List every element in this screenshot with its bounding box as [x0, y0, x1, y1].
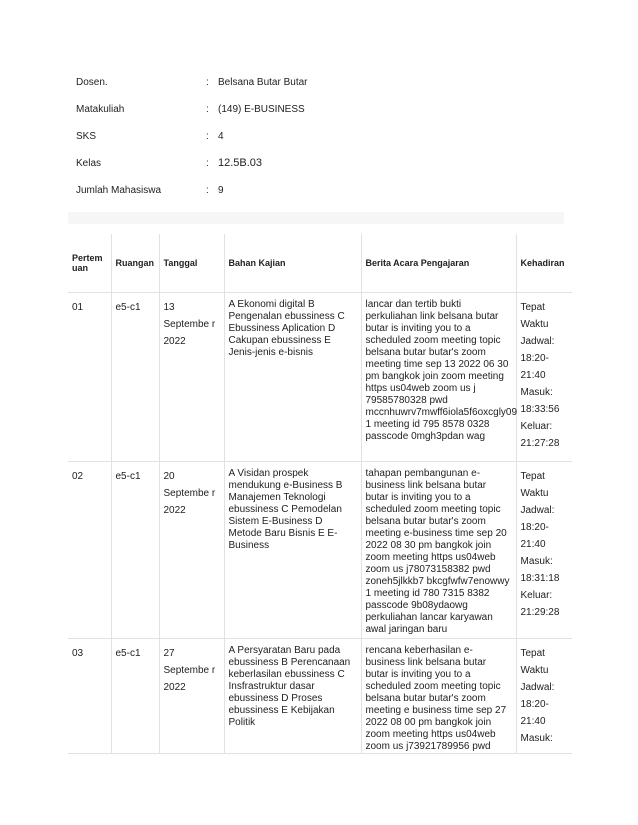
cell-ruangan: e5-c1 — [111, 639, 159, 754]
info-colon: : — [206, 130, 209, 142]
header-berita-acara: Berita Acara Pengajaran — [361, 234, 516, 293]
cell-bahan-kajian: A Ekonomi digital B Pengenalan ebussiness C Ebussiness Aplication D Cakupan ebussiness E Jenis-jenis e-bisnis — [224, 293, 361, 462]
table-header-row — [68, 234, 572, 293]
cell-kehadiran: Tepat Waktu Jadwal: 18:20- 21:40 Masuk: 18:31:18 Keluar: 21:29:28 — [516, 462, 572, 639]
header-bahan-kajian: Bahan Kajian — [224, 234, 361, 293]
cell-tanggal: 20 Septembe r 2022 — [159, 462, 224, 639]
table-row — [68, 462, 572, 639]
header-ruangan: Ruangan — [111, 234, 159, 293]
cell-bahan-kajian: A Persyaratan Baru pada ebussiness B Perencanaan keberlasilan ebussiness C Insfrastruktur dasar ebussiness D Proses ebussiness E Kebijakan Politik — [224, 639, 361, 754]
cell-berita-acara: tahapan pembangunan e-business link belsana butar butar is inviting you to a scheduled zoom meeting topic belsana butar butar's zoom meeting e-business time sep 20 2022 08 30 pm bangkok join zoom meeting https us04web zoom us j78073158382 pwd zoneh5jlkkb7 bkcgfwfw7enowwy 1 meeting id 780 7315 8382 passcode 9b08ydaowg perkuliahan lancar karyawan awal jaringan baru — [361, 462, 516, 639]
header-kehadiran: Kehadiran — [516, 234, 572, 293]
cell-pertemuan: 03 — [68, 639, 111, 754]
info-colon: : — [206, 184, 209, 196]
header-tanggal: Tanggal — [159, 234, 224, 293]
info-row-jumlah-mahasiswa — [76, 180, 224, 200]
cell-tanggal: 27 Septembe r 2022 — [159, 639, 224, 754]
header-pertemuan: Pertem uan — [68, 234, 111, 293]
info-row-dosen — [76, 72, 308, 92]
cell-kehadiran: Tepat Waktu Jadwal: 18:20- 21:40 Masuk: — [516, 639, 572, 754]
cell-berita-acara: rencana keberhasilan e-business link belsana butar butar is inviting you to a scheduled zoom meeting topic belsana butar butar's zoom meeting e business time sep 27 2022 08 00 pm bangkok join zoom meeting https us04web zoom us j73921789956 pwd — [361, 639, 516, 754]
cell-pertemuan: 02 — [68, 462, 111, 639]
info-value: 4 — [218, 130, 224, 142]
cell-pertemuan: 01 — [68, 293, 111, 462]
info-label: SKS — [76, 130, 97, 142]
cell-bahan-kajian: A Visidan prospek mendukung e-Business B Manajemen Teknologi ebussiness C Pemodelan Sistem E-Business D Metode Baru Bisnis E E- Business — [224, 462, 361, 639]
info-colon: : — [206, 76, 209, 88]
table-row — [68, 293, 572, 462]
cell-ruangan: e5-c1 — [111, 293, 159, 462]
table-row — [68, 639, 572, 754]
info-value: 9 — [218, 184, 224, 196]
attendance-table — [68, 234, 572, 754]
info-colon: : — [206, 103, 209, 115]
info-row-sks — [76, 126, 224, 146]
cell-tanggal: 13 Septembe r 2022 — [159, 293, 224, 462]
info-colon: : — [206, 157, 209, 169]
info-value: 12.5B.03 — [218, 157, 263, 169]
info-label: Jumlah Mahasiswa — [76, 184, 162, 196]
cell-berita-acara: lancar dan tertib bukti perkuliahan link belsana butar butar is inviting you to a scheduled zoom meeting topic belsana butar butar's zoom meeting time sep 13 2022 06 30 pm bangkok join zoom meeting https us04web zoom us j 79585780328 pwd mccnhuwrv7mwff6iola5f6oxcgly09 1 meeting id 795 8578 0328 passcode 0mgh3pdan wag — [361, 293, 516, 462]
info-row-matakuliah — [76, 99, 305, 119]
cell-ruangan: e5-c1 — [111, 462, 159, 639]
info-label: Kelas — [76, 157, 102, 169]
info-value: (149) E-BUSINESS — [218, 103, 305, 115]
info-row-kelas — [76, 153, 262, 173]
separator-bar — [68, 212, 564, 224]
info-value: Belsana Butar Butar — [218, 76, 308, 88]
cell-kehadiran: Tepat Waktu Jadwal: 18:20- 21:40 Masuk: 18:33:56 Keluar: 21:27:28 — [516, 293, 572, 462]
info-label: Matakuliah — [76, 103, 125, 115]
info-label: Dosen. — [76, 76, 108, 88]
